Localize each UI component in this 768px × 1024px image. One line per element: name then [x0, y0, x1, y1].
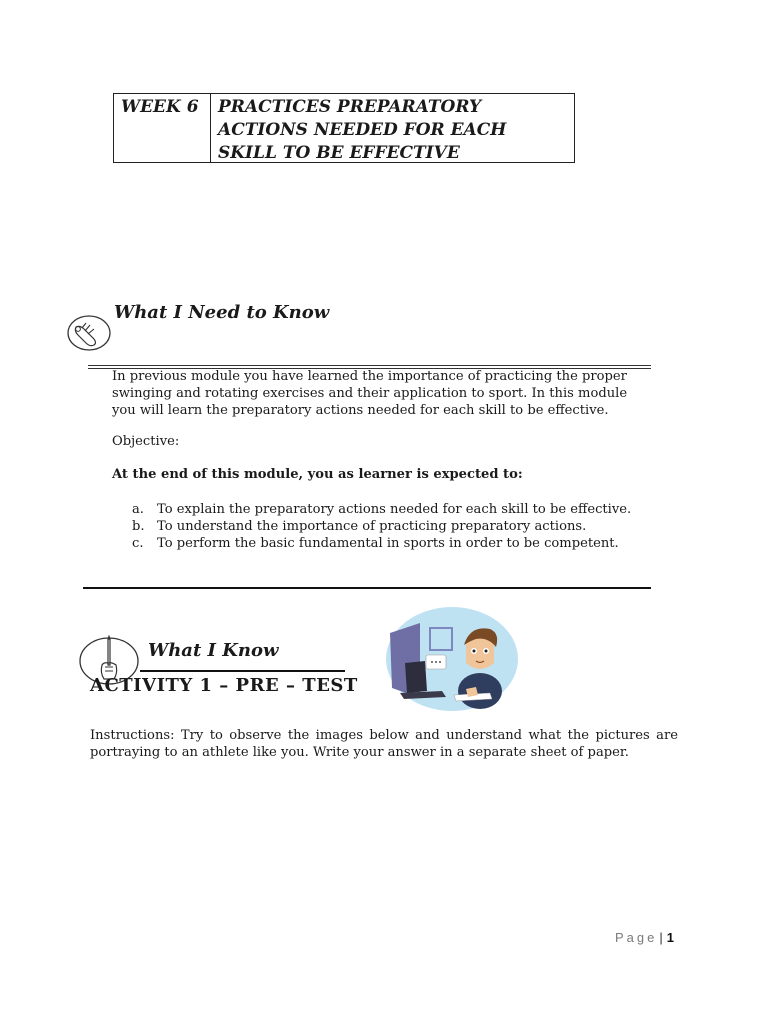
- list-item-text: To perform the basic fundamental in sports in order to be competent.: [157, 536, 619, 551]
- lesson-title-line: ACTIONS NEEDED FOR EACH: [218, 120, 507, 140]
- lesson-title: [211, 94, 574, 162]
- intro-paragraph: [112, 369, 652, 419]
- page-label: Page: [615, 930, 658, 945]
- page-number: 1: [666, 930, 674, 945]
- list-marker: c.: [132, 536, 144, 551]
- heading-underline: [140, 670, 345, 672]
- page-footer: [615, 930, 674, 945]
- student-at-laptop-illustration: [380, 603, 520, 713]
- list-item: [132, 535, 652, 552]
- intro-text: In previous module you have learned the importance of practicing the proper swinging and rotating exercises and their application to sport. In this module you will learn the preparatory actions needed for each skill to be effective.: [112, 369, 628, 418]
- lesson-title-line: PRACTICES PREPARATORY: [218, 97, 482, 117]
- instructions-text: Instructions: Try to observe the images below and understand what the pictures are portraying to an athlete like you. Write your answer in a separate sheet of paper.: [90, 728, 678, 760]
- objectives-list: [132, 501, 652, 552]
- list-item-text: To understand the importance of practicing preparatory actions.: [157, 519, 587, 534]
- activity-title: ACTIVITY 1 – PRE – TEST: [90, 675, 358, 696]
- week-label: WEEK 6: [114, 94, 211, 162]
- section-heading-what-i-know: What I Know: [148, 640, 279, 661]
- page-separator: |: [659, 930, 663, 945]
- list-marker: a.: [132, 502, 144, 517]
- section-divider: [83, 587, 651, 589]
- objective-label: Objective:: [112, 434, 180, 449]
- section-heading-need-to-know: What I Need to Know: [114, 302, 330, 323]
- pointing-hand-icon: [66, 313, 112, 353]
- expected-heading: At the end of this module, you as learner is expected to:: [112, 467, 523, 482]
- list-item: [132, 501, 652, 518]
- week-header-table: [113, 93, 575, 163]
- list-marker: b.: [132, 519, 145, 534]
- list-item: [132, 518, 652, 535]
- lesson-title-line: SKILL TO BE EFFECTIVE: [218, 143, 460, 163]
- list-item-text: To explain the preparatory actions needed for each skill to be effective.: [157, 502, 632, 517]
